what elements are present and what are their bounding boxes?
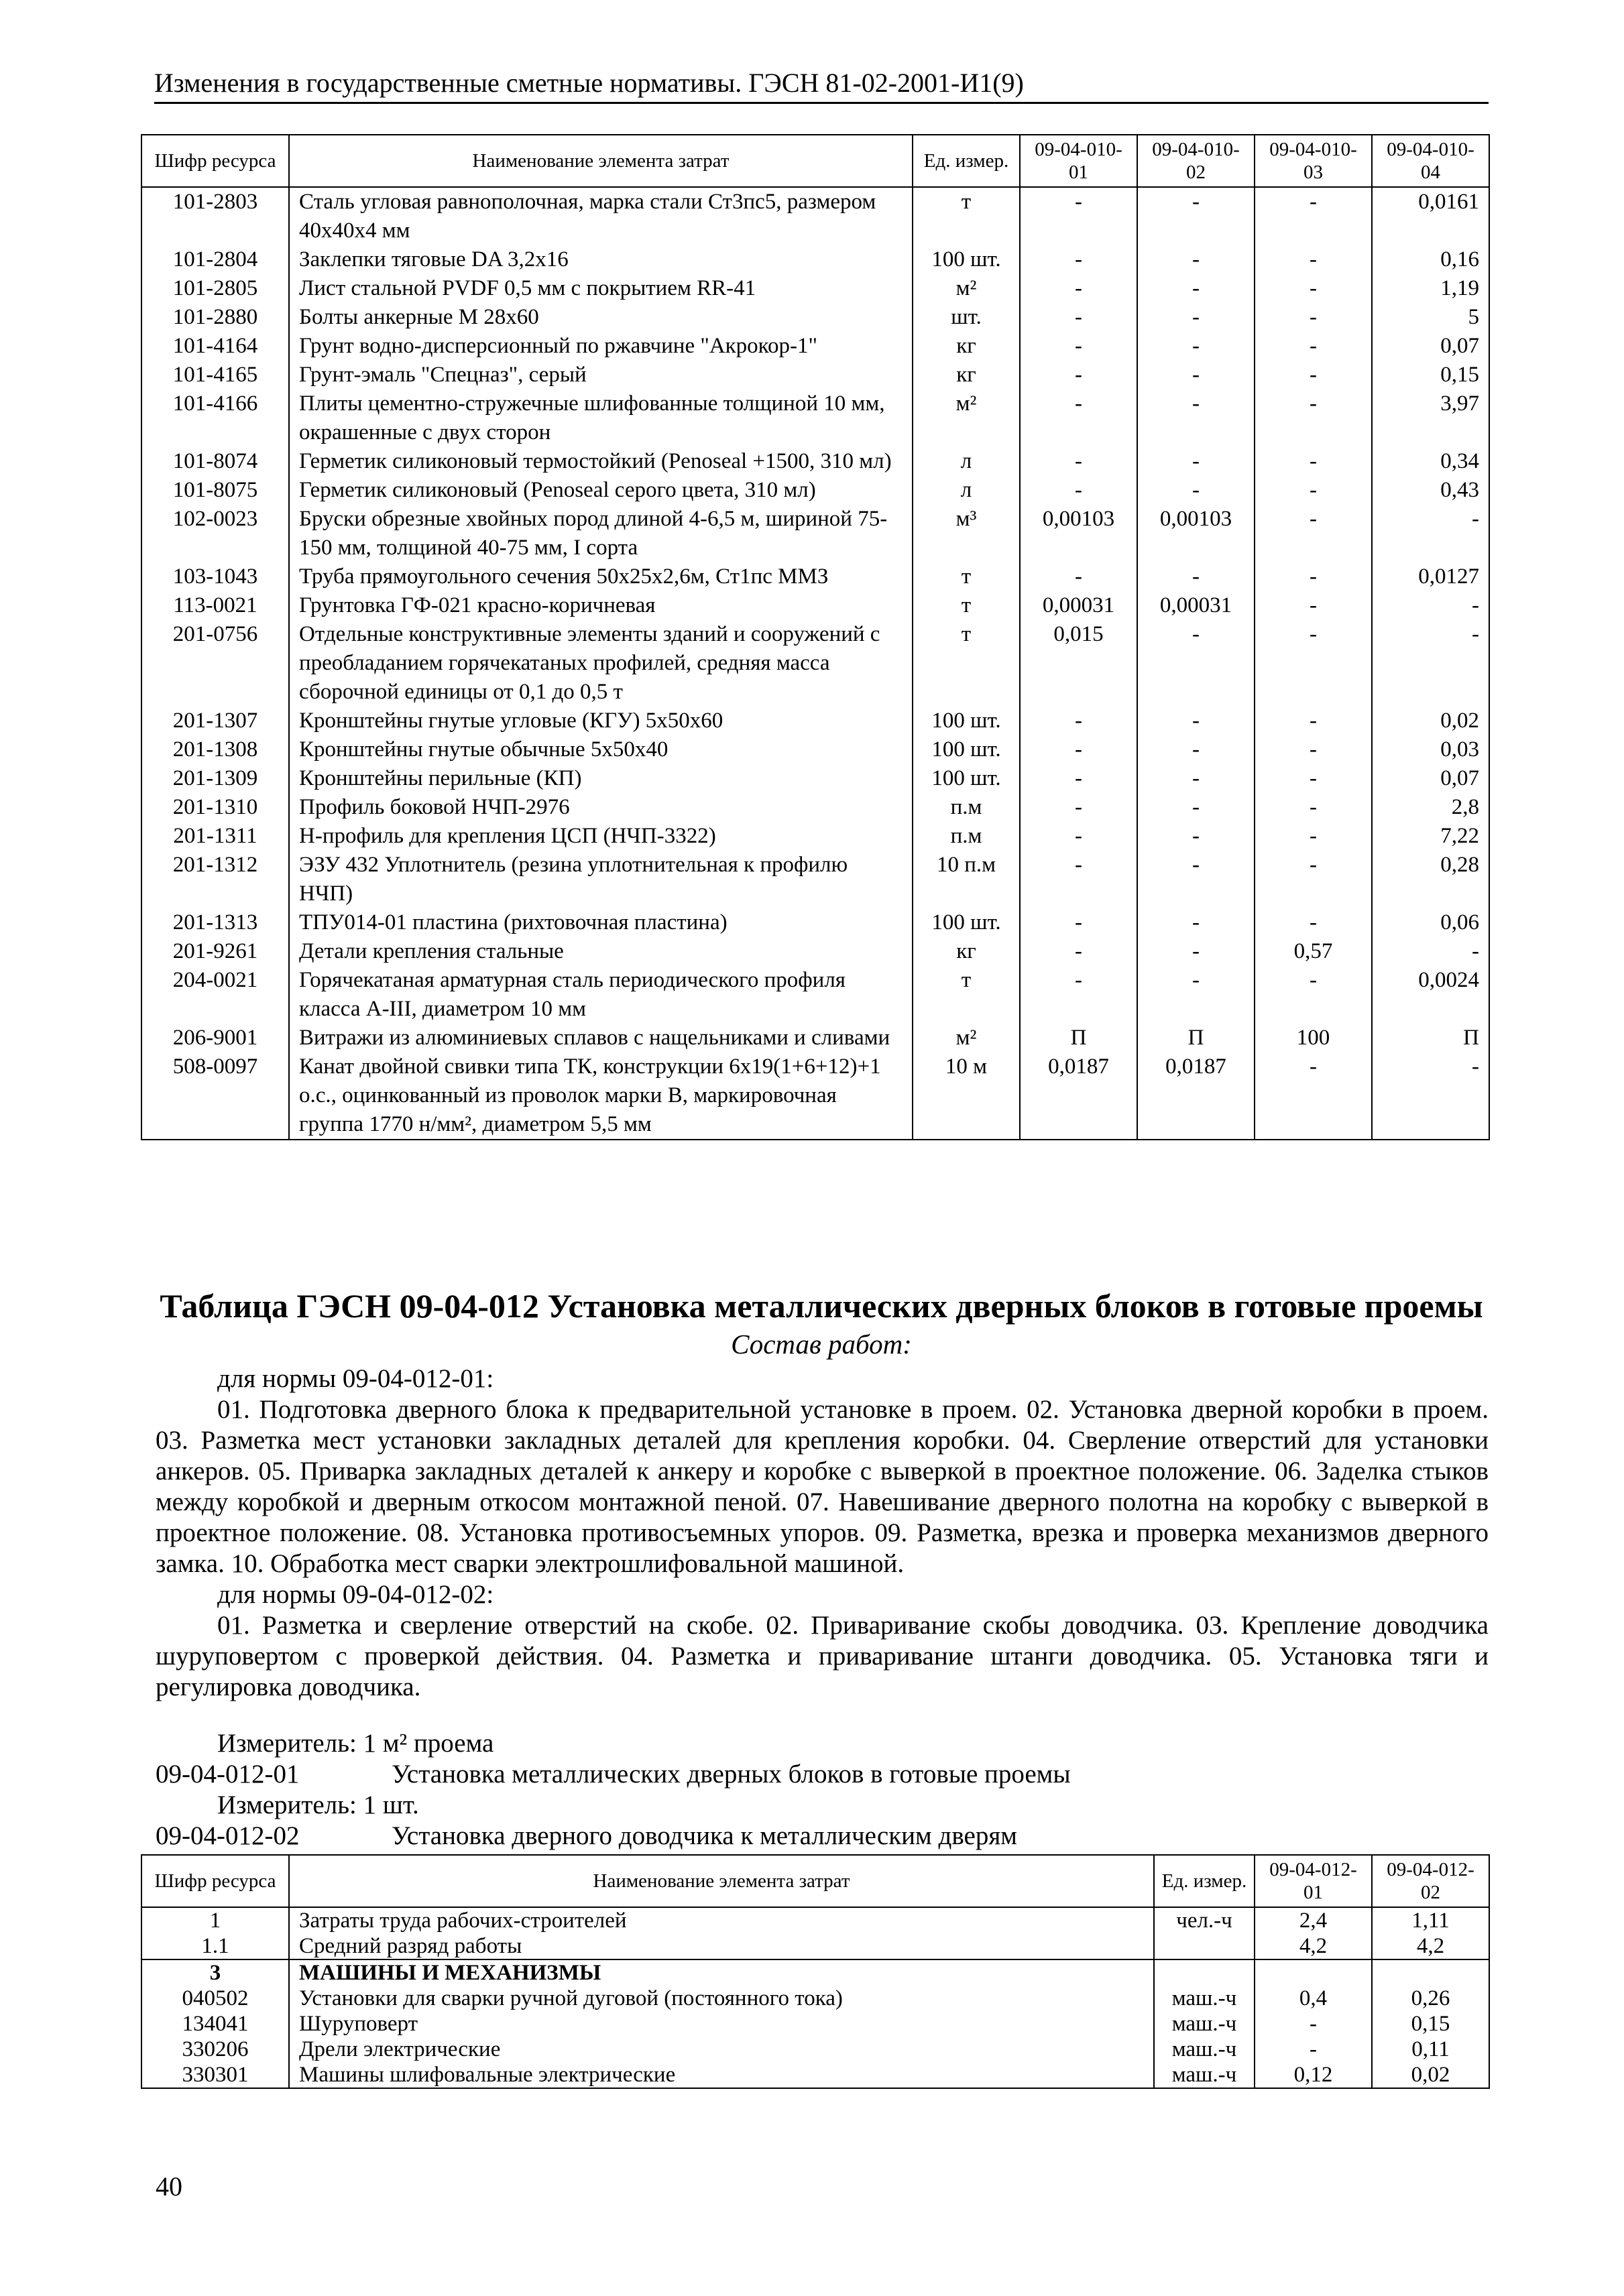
value-010-01: -: [1020, 908, 1137, 937]
resource-code: 201-1311: [141, 822, 289, 851]
value-012-02: 0,02: [1372, 2062, 1489, 2088]
resource-name: Сталь угловая равнополочная, марка стали Ст3пс5, размером 40х40х4 мм: [289, 187, 913, 245]
value-010-03: -: [1255, 562, 1372, 591]
norm2-name: Установка дверного доводчика к металлическим дверям: [392, 1821, 1017, 1850]
meter1-text: Измеритель: 1 м² проема: [217, 1729, 494, 1758]
resource-code: 201-1309: [141, 764, 289, 793]
resource-code: 201-1310: [141, 793, 289, 822]
table-row: [141, 822, 1489, 851]
value-010-01: П: [1020, 1024, 1137, 1052]
value-010-01: -: [1020, 447, 1137, 476]
resource-code: 1: [141, 1907, 289, 1933]
unit: 100 шт.: [913, 908, 1020, 937]
value-010-04: 0,34: [1372, 447, 1489, 476]
table-row: [141, 1052, 1489, 1140]
value-010-04: 0,06: [1372, 908, 1489, 937]
value-010-02: -: [1137, 187, 1255, 245]
resource-name: Дрели электрические: [289, 2037, 1154, 2062]
value-010-02: -: [1137, 735, 1255, 764]
resource-name: Витражи из алюминиевых сплавов с нащельниками и сливами: [289, 1024, 913, 1052]
resource-name: Труба прямоугольного сечения 50х25х2,6м, Ст1пс ММЗ: [289, 562, 913, 591]
resource-name: Грунтовка ГФ-021 красно-коричневая: [289, 591, 913, 620]
table-row: [141, 447, 1489, 476]
table-row: [141, 332, 1489, 361]
norm2-code: 09-04-012-02: [156, 1821, 300, 1850]
value-010-02: -: [1137, 937, 1255, 966]
resource-code: 040502: [141, 1986, 289, 2011]
value-010-02: -: [1137, 908, 1255, 937]
norm2-label: для нормы 09-04-012-02:: [217, 1580, 494, 1609]
unit: т: [913, 187, 1020, 245]
column-header: 09-04-010-01: [1020, 135, 1137, 187]
value-012-01: [1255, 1959, 1372, 1986]
value-012-01: 0,4: [1255, 1986, 1372, 2011]
table-row: [141, 793, 1489, 822]
table-row: [141, 735, 1489, 764]
value-010-04: 0,07: [1372, 764, 1489, 793]
value-010-04: 0,15: [1372, 361, 1489, 389]
resource-name: Болты анкерные М 28х60: [289, 303, 913, 332]
value-010-02: -: [1137, 447, 1255, 476]
unit: л: [913, 447, 1020, 476]
value-010-01: -: [1020, 937, 1137, 966]
value-010-04: 0,0127: [1372, 562, 1489, 591]
value-010-02: 0,00103: [1137, 505, 1255, 562]
value-010-03: -: [1255, 822, 1372, 851]
resource-name: Кронштейны гнутые обычные 5х50х40: [289, 735, 913, 764]
value-010-03: -: [1255, 851, 1372, 908]
value-010-01: -: [1020, 274, 1137, 303]
value-010-01: -: [1020, 764, 1137, 793]
resource-table-09-04-010: [141, 134, 1490, 1140]
unit: п.м: [913, 822, 1020, 851]
value-010-04: 0,28: [1372, 851, 1489, 908]
norm2-text: 01. Разметка и сверление отверстий на скобе. 02. Приваривание скобы доводчика. 03. Крепление доводчика шуруповертом с проверкой действия. 04. Разметка и приваривание штанги доводчика. 05. Установка тяги и регулировка доводчика.: [156, 1611, 1489, 1701]
resource-name: Герметик силиконовый (Penoseal серого цвета, 310 мл): [289, 476, 913, 505]
value-010-01: 0,00031: [1020, 591, 1137, 620]
work-composition: [156, 1364, 1489, 1703]
table-row: [141, 908, 1489, 937]
value-010-01: -: [1020, 707, 1137, 735]
resource-code: 206-9001: [141, 1024, 289, 1052]
value-012-01: 0,12: [1255, 2062, 1372, 2088]
resource-code: 330301: [141, 2062, 289, 2088]
resource-code: 3: [141, 1959, 289, 1986]
resource-name: Шуруповерт: [289, 2011, 1154, 2037]
value-010-01: -: [1020, 476, 1137, 505]
meter2-text: Измеритель: 1 шт.: [217, 1791, 419, 1819]
resource-name: МАШИНЫ И МЕХАНИЗМЫ: [289, 1959, 1154, 1986]
column-header: 09-04-012-02: [1372, 1855, 1489, 1907]
resource-name: Кронштейны перильные (КП): [289, 764, 913, 793]
value-010-04: -: [1372, 1052, 1489, 1140]
unit: маш.-ч: [1154, 1986, 1255, 2011]
value-010-01: 0,0187: [1020, 1052, 1137, 1140]
value-010-01: -: [1020, 851, 1137, 908]
value-012-01: -: [1255, 2037, 1372, 2062]
value-010-04: 2,8: [1372, 793, 1489, 822]
unit: [1154, 1933, 1255, 1959]
page-number: 40: [156, 2171, 182, 2201]
resource-code: 201-0756: [141, 620, 289, 707]
resource-code: 201-1307: [141, 707, 289, 735]
value-010-02: -: [1137, 966, 1255, 1024]
value-010-01: -: [1020, 245, 1137, 274]
resource-code: 101-4165: [141, 361, 289, 389]
value-010-03: -: [1255, 447, 1372, 476]
unit: т: [913, 562, 1020, 591]
table-header-row: [141, 135, 1489, 187]
value-012-01: 2,4: [1255, 1907, 1372, 1933]
column-header: 09-04-010-04: [1372, 135, 1489, 187]
unit: чел.-ч: [1154, 1907, 1255, 1933]
unit: 100 шт.: [913, 764, 1020, 793]
value-010-03: 0,57: [1255, 937, 1372, 966]
resource-code: 101-8075: [141, 476, 289, 505]
value-010-04: 5: [1372, 303, 1489, 332]
value-010-04: 7,22: [1372, 822, 1489, 851]
value-010-03: -: [1255, 1052, 1372, 1140]
value-010-03: -: [1255, 793, 1372, 822]
value-010-02: -: [1137, 332, 1255, 361]
column-header: 09-04-012-01: [1255, 1855, 1372, 1907]
column-header: Наименование элемента затрат: [289, 135, 913, 187]
table-row: [141, 562, 1489, 591]
value-010-04: П: [1372, 1024, 1489, 1052]
value-010-01: -: [1020, 793, 1137, 822]
value-010-03: -: [1255, 303, 1372, 332]
value-010-03: -: [1255, 966, 1372, 1024]
norm2-title: [156, 1821, 1489, 1852]
value-010-04: 0,02: [1372, 707, 1489, 735]
resource-code: 134041: [141, 2011, 289, 2037]
resource-name: Профиль боковой НЧП-2976: [289, 793, 913, 822]
table-row: [141, 476, 1489, 505]
value-010-03: -: [1255, 908, 1372, 937]
norm1-label: для нормы 09-04-012-01:: [217, 1364, 494, 1393]
value-010-01: -: [1020, 562, 1137, 591]
value-010-03: -: [1255, 591, 1372, 620]
value-010-02: -: [1137, 707, 1255, 735]
value-010-02: -: [1137, 793, 1255, 822]
unit: л: [913, 476, 1020, 505]
table-row: [141, 1986, 1489, 2011]
value-012-02: 4,2: [1372, 1933, 1489, 1959]
value-012-01: -: [1255, 2011, 1372, 2037]
value-010-01: -: [1020, 303, 1137, 332]
norm1-name: Установка металлических дверных блоков в готовые проемы: [392, 1760, 1071, 1789]
unit: т: [913, 966, 1020, 1024]
value-010-03: -: [1255, 735, 1372, 764]
resource-code: 508-0097: [141, 1052, 289, 1140]
value-010-01: -: [1020, 822, 1137, 851]
resource-code: 201-1308: [141, 735, 289, 764]
value-010-03: -: [1255, 620, 1372, 707]
unit: м²: [913, 1024, 1020, 1052]
table-row: [141, 591, 1489, 620]
value-010-04: -: [1372, 620, 1489, 707]
value-010-02: -: [1137, 620, 1255, 707]
table-row: [141, 274, 1489, 303]
column-header: Шифр ресурса: [141, 135, 289, 187]
unit: маш.-ч: [1154, 2062, 1255, 2088]
value-010-02: П: [1137, 1024, 1255, 1052]
resource-code: 201-1313: [141, 908, 289, 937]
value-010-04: -: [1372, 937, 1489, 966]
resource-name: Грунт водно-дисперсионный по ржавчине "Акрокор-1": [289, 332, 913, 361]
unit: [1154, 1959, 1255, 1986]
resource-table-09-04-012: [141, 1854, 1490, 2089]
unit: 10 п.м: [913, 851, 1020, 908]
unit: т: [913, 591, 1020, 620]
table-row: [141, 937, 1489, 966]
resource-name: Отдельные конструктивные элементы зданий и сооружений с преобладанием горячекатаных профилей, средняя масса сборочной единицы от 0,1 до 0,5 т: [289, 620, 913, 707]
resource-code: 102-0023: [141, 505, 289, 562]
resource-code: 101-4166: [141, 389, 289, 447]
value-010-04: -: [1372, 505, 1489, 562]
unit: маш.-ч: [1154, 2011, 1255, 2037]
unit: маш.-ч: [1154, 2037, 1255, 2062]
unit: м²: [913, 274, 1020, 303]
column-header: 09-04-010-02: [1137, 135, 1255, 187]
value-010-03: -: [1255, 707, 1372, 735]
value-010-04: 0,43: [1372, 476, 1489, 505]
resource-name: Кронштейны гнутые угловые (КГУ) 5х50х60: [289, 707, 913, 735]
value-010-03: -: [1255, 505, 1372, 562]
value-010-02: -: [1137, 361, 1255, 389]
value-010-02: -: [1137, 822, 1255, 851]
resource-name: Н-профиль для крепления ЦСП (НЧП-3322): [289, 822, 913, 851]
resource-name: Заклепки тяговые DA 3,2х16: [289, 245, 913, 274]
resource-code: 204-0021: [141, 966, 289, 1024]
resource-name: ТПУ014-01 пластина (рихтовочная пластина): [289, 908, 913, 937]
column-header: Шифр ресурса: [141, 1855, 289, 1907]
norm1-code: 09-04-012-01: [156, 1760, 300, 1789]
section-title: Таблица ГЭСН 09-04-012 Установка металлических дверных блоков в готовые проемы: [160, 1287, 1483, 1325]
value-010-01: -: [1020, 389, 1137, 447]
resource-name: Лист стальной PVDF 0,5 мм с покрытием RR-41: [289, 274, 913, 303]
unit: м²: [913, 389, 1020, 447]
value-010-03: -: [1255, 274, 1372, 303]
table-row: [141, 187, 1489, 245]
value-010-04: 0,0161: [1372, 187, 1489, 245]
resource-name: Грунт-эмаль "Спецназ", серый: [289, 361, 913, 389]
value-010-01: -: [1020, 735, 1137, 764]
value-010-03: -: [1255, 245, 1372, 274]
unit: т: [913, 620, 1020, 707]
resource-name: Горячекатаная арматурная сталь периодического профиля класса А-III, диаметром 10 мм: [289, 966, 913, 1024]
table-row: [141, 303, 1489, 332]
unit: 100 шт.: [913, 245, 1020, 274]
value-010-04: -: [1372, 591, 1489, 620]
resource-code: 201-1312: [141, 851, 289, 908]
value-010-03: -: [1255, 389, 1372, 447]
value-010-02: -: [1137, 274, 1255, 303]
resource-name: Канат двойной свивки типа ТК, конструкции 6х19(1+6+12)+1 о.с., оцинкованный из проволок марки В, маркировочная группа 1770 н/мм², диаметром 5,5 мм: [289, 1052, 913, 1140]
resource-code: 101-2803: [141, 187, 289, 245]
unit: шт.: [913, 303, 1020, 332]
value-010-04: 0,03: [1372, 735, 1489, 764]
value-010-01: 0,00103: [1020, 505, 1137, 562]
composition-label: Состав работ:: [731, 1329, 912, 1360]
resource-code: 101-2805: [141, 274, 289, 303]
resource-name: Установки для сварки ручной дуговой (постоянного тока): [289, 1986, 1154, 2011]
value-010-03: -: [1255, 332, 1372, 361]
table-row: [141, 1959, 1489, 1986]
unit: п.м: [913, 793, 1020, 822]
resource-code: 101-2804: [141, 245, 289, 274]
resource-code: 103-1043: [141, 562, 289, 591]
value-010-04: 3,97: [1372, 389, 1489, 447]
meter-1: [156, 1728, 1489, 1852]
value-012-01: 4,2: [1255, 1933, 1372, 1959]
table-row: [141, 1024, 1489, 1052]
value-010-03: -: [1255, 764, 1372, 793]
table-row: [141, 2037, 1489, 2062]
running-header: Изменения в государственные сметные нормативы. ГЭСН 81-02-2001-И1(9): [154, 67, 1489, 104]
norm1-title: [156, 1759, 1489, 1790]
table-row: [141, 851, 1489, 908]
value-010-01: -: [1020, 361, 1137, 389]
value-010-04: 0,16: [1372, 245, 1489, 274]
unit: кг: [913, 361, 1020, 389]
value-010-02: -: [1137, 562, 1255, 591]
value-010-01: -: [1020, 966, 1137, 1024]
value-012-02: 0,15: [1372, 2011, 1489, 2037]
value-010-02: -: [1137, 476, 1255, 505]
table-row: [141, 620, 1489, 707]
resource-name: ЭЗУ 432 Уплотнитель (резина уплотнительная к профилю НЧП): [289, 851, 913, 908]
table-row: [141, 361, 1489, 389]
resource-name: Средний разряд работы: [289, 1933, 1154, 1959]
resource-name: Герметик силиконовый термостойкий (Penoseal +1500, 310 мл): [289, 447, 913, 476]
table-row: [141, 245, 1489, 274]
table-row: [141, 1907, 1489, 1933]
value-012-02: 0,11: [1372, 2037, 1489, 2062]
unit: 100 шт.: [913, 707, 1020, 735]
resource-name: Плиты цементно-стружечные шлифованные толщиной 10 мм, окрашенные с двух сторон: [289, 389, 913, 447]
column-header: 09-04-010-03: [1255, 135, 1372, 187]
resource-code: 201-9261: [141, 937, 289, 966]
resource-code: 101-8074: [141, 447, 289, 476]
value-010-03: -: [1255, 187, 1372, 245]
table-row: [141, 2062, 1489, 2088]
resource-name: Бруски обрезные хвойных пород длиной 4-6,5 м, шириной 75-150 мм, толщиной 40-75 мм, I сорта: [289, 505, 913, 562]
unit: кг: [913, 937, 1020, 966]
resource-code: 1.1: [141, 1933, 289, 1959]
table-row: [141, 1933, 1489, 1959]
value-010-01: -: [1020, 187, 1137, 245]
value-010-02: 0,0187: [1137, 1052, 1255, 1140]
value-010-02: -: [1137, 851, 1255, 908]
value-010-01: 0,015: [1020, 620, 1137, 707]
table-row: [141, 966, 1489, 1024]
table-row: [141, 2011, 1489, 2037]
resource-name: Затраты труда рабочих-строителей: [289, 1907, 1154, 1933]
value-010-01: -: [1020, 332, 1137, 361]
table-row: [141, 389, 1489, 447]
value-010-02: -: [1137, 245, 1255, 274]
resource-code: 113-0021: [141, 591, 289, 620]
resource-code: 101-2880: [141, 303, 289, 332]
value-010-03: -: [1255, 476, 1372, 505]
norm1-text: 01. Подготовка дверного блока к предварительной установке в проем. 02. Установка дверной коробки в проем. 03. Разметка мест установки закладных деталей для крепления коробки. 04. Сверление отверстий для установки анкеров. 05. Приварка закладных деталей к анкеру и коробке с выверкой в проектное положение. 06. Заделка стыков между коробкой и дверным откосом монтажной пеной. 07. Навешивание дверного полотна на коробку с выверкой в проектное положение. 08. Установка противосъемных упоров. 09. Разметка, врезка и проверка механизмов дверного замка. 10. Обработка мест сварки электрошлифовальной машиной.: [156, 1395, 1489, 1578]
unit: 100 шт.: [913, 735, 1020, 764]
resource-code: 101-4164: [141, 332, 289, 361]
table-row: [141, 505, 1489, 562]
value-010-02: -: [1137, 764, 1255, 793]
value-010-04: 0,07: [1372, 332, 1489, 361]
table-row: [141, 764, 1489, 793]
unit: м³: [913, 505, 1020, 562]
column-header: Ед. измер.: [913, 135, 1020, 187]
resource-name: Детали крепления стальные: [289, 937, 913, 966]
resource-name: Машины шлифовальные электрические: [289, 2062, 1154, 2088]
value-010-02: -: [1137, 389, 1255, 447]
column-header: Наименование элемента затрат: [289, 1855, 1154, 1907]
value-012-02: [1372, 1959, 1489, 1986]
resource-code: 330206: [141, 2037, 289, 2062]
table-row: [141, 707, 1489, 735]
value-010-04: 0,0024: [1372, 966, 1489, 1024]
value-010-02: 0,00031: [1137, 591, 1255, 620]
value-012-02: 0,26: [1372, 1986, 1489, 2011]
value-012-02: 1,11: [1372, 1907, 1489, 1933]
unit: кг: [913, 332, 1020, 361]
value-010-02: -: [1137, 303, 1255, 332]
value-010-04: 1,19: [1372, 274, 1489, 303]
column-header: Ед. измер.: [1154, 1855, 1255, 1907]
value-010-03: 100: [1255, 1024, 1372, 1052]
table-header-row: [141, 1855, 1489, 1907]
value-010-03: -: [1255, 361, 1372, 389]
unit: 10 м: [913, 1052, 1020, 1140]
